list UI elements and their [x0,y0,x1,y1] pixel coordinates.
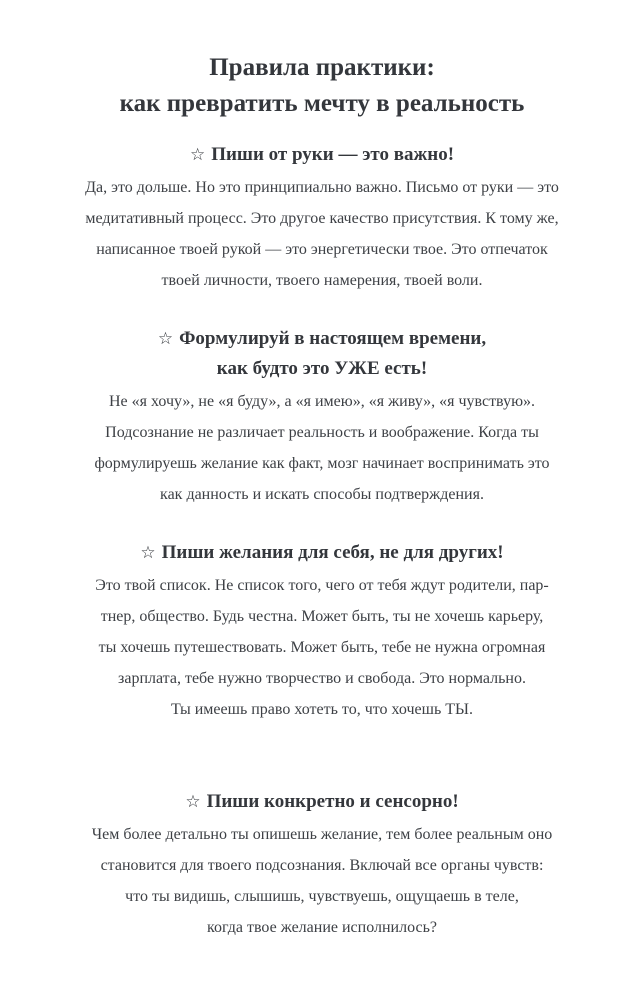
rule-heading [40,787,604,817]
page-title [40,50,604,122]
rule-heading-text: Пиши конкретно и сенсорно! [206,791,459,812]
rule-heading-text: Пиши желания для себя, не для других! [161,542,504,563]
body-line: что ты видишь, слышишь, чувствуешь, ощущаешь в теле, [125,888,519,905]
rule-heading-text: Формулируй в настоящем времени, [179,328,487,349]
rule-body [40,570,604,725]
body-line: Да, это дольше. Но это принципиально важно. Письмо от руки — это [85,179,559,196]
heading-line [40,324,604,354]
rule-body [40,172,604,296]
rule-section [40,787,604,943]
star-icon: ☆ [140,543,156,562]
body-line: Подсознание не различает реальность и воображение. Когда ты [105,424,539,441]
body-line: ты хочешь путешествовать. Может быть, тебе не нужна огромная [98,639,546,656]
body-line: тнер, общество. Будь честна. Может быть, ты не хочешь карьеру, [100,608,544,625]
rule-heading [40,324,604,384]
body-line: формулируешь желание как факт, мозг начинает воспринимать это [94,455,550,472]
body-line: когда твое желание исполнилось? [207,919,437,936]
rule-heading-text: Пиши от руки — это важно! [211,144,455,165]
title-line: как превратить мечту в реальность [119,90,525,117]
body-line: зарплата, тебе нужно творчество и свобода. Это нормально. [118,670,526,687]
body-line: твоей личности, твоего намерения, твоей воли. [161,272,483,289]
rule-body [40,819,604,943]
rule-body [40,386,604,510]
body-line: написанное твоей рукой — это энергетически твое. Это отпечаток [96,241,548,258]
rule-section [40,324,604,510]
title-line: Правила практики: [209,54,435,81]
star-icon: ☆ [157,329,174,348]
body-line: Не «я хочу», не «я буду», а «я имею», «я живу», «я чувствую». [108,393,536,410]
heading-line: как будто это УЖЕ есть! [216,358,428,379]
rule-heading [40,140,604,170]
body-line: Чем более детально ты опишешь желание, тем более реальным оно [91,826,553,843]
star-icon: ☆ [189,145,206,164]
body-line: как данность и искать способы подтверждения. [160,486,484,503]
star-icon: ☆ [185,792,201,811]
body-line: становится для твоего подсознания. Включай все органы чувств: [100,857,544,874]
rule-heading [40,538,604,568]
body-line: Это твой список. Не список того, чего от тебя ждут родители, пар- [95,577,549,594]
body-line: Ты имеешь право хотеть то, что хочешь ТЫ. [171,701,473,718]
rule-section [40,538,604,725]
body-line: медитативный процесс. Это другое качество присутствия. К тому же, [85,210,559,227]
rule-section [40,140,604,296]
